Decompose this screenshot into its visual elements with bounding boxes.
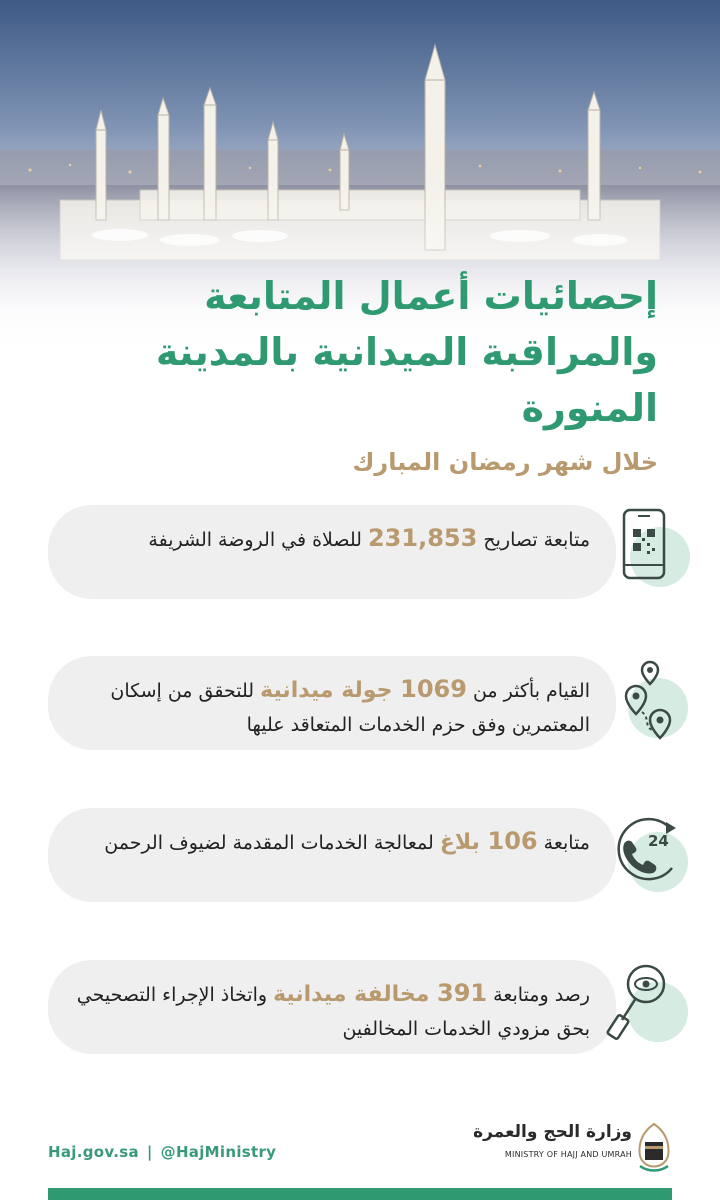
footer-separator: |: [146, 1143, 153, 1161]
stat-text: للصلاة في الروضة الشريفة: [148, 529, 368, 551]
stat-value: 231,853: [367, 524, 478, 552]
page-title-line2: والمراقبة الميدانية بالمدينة المنورة: [155, 330, 658, 430]
stat-value: 106: [487, 827, 538, 855]
magnifier-eye-icon: [600, 960, 692, 1052]
route-location-icon: [600, 656, 692, 748]
page-title-line1: إحصائيات أعمال المتابعة: [204, 274, 658, 318]
stat-text: لمعالجة الخدمات المقدمة لضيوف الرحمن: [104, 832, 440, 854]
stat-highlight: بلاغ: [439, 830, 488, 855]
qr-phone-icon: [600, 505, 692, 597]
bottom-accent-bar: [48, 1188, 672, 1200]
stat-card-prayer-permits: [48, 505, 616, 599]
stat-text: القيام بأكثر من: [466, 680, 590, 702]
stat-text: متابعة تصاريح: [477, 529, 590, 551]
svg-text:24: 24: [648, 832, 669, 850]
stat-text: رصد ومتابعة: [487, 984, 590, 1006]
page-subtitle: خلال شهر رمضان المبارك: [352, 448, 658, 476]
stat-card-violations: [48, 960, 616, 1054]
ministry-logo: [473, 1122, 672, 1178]
phone-24-icon: [600, 808, 692, 900]
stat-highlight: مخالفة ميدانية: [273, 982, 437, 1007]
logo-english-text: MINISTRY OF HAJJ AND UMRAH: [504, 1150, 632, 1159]
stat-highlight: جولة ميدانية: [260, 678, 401, 703]
stat-text: واتخاذ الإجراء التصحيحي بحق مزودي الخدمات المخالفين: [76, 984, 590, 1040]
kaaba-emblem-icon: [636, 1122, 672, 1178]
website-link[interactable]: Haj.gov.sa: [48, 1143, 139, 1161]
stat-value: 1069: [400, 675, 467, 703]
title-block: [38, 268, 658, 476]
stat-card-field-tours: [48, 656, 616, 750]
logo-arabic-text: وزارة الحج والعمرة: [473, 1122, 632, 1142]
twitter-handle-link[interactable]: @HajMinistry: [160, 1143, 277, 1161]
stat-text: متابعة: [537, 832, 590, 854]
footer-links: [48, 1143, 276, 1161]
stat-value: 391: [437, 979, 488, 1007]
stat-text: للتحقق من إسكان المعتمرين وفق حزم الخدمات المتعاقد عليها: [110, 680, 590, 736]
stat-card-reports: [48, 808, 616, 902]
